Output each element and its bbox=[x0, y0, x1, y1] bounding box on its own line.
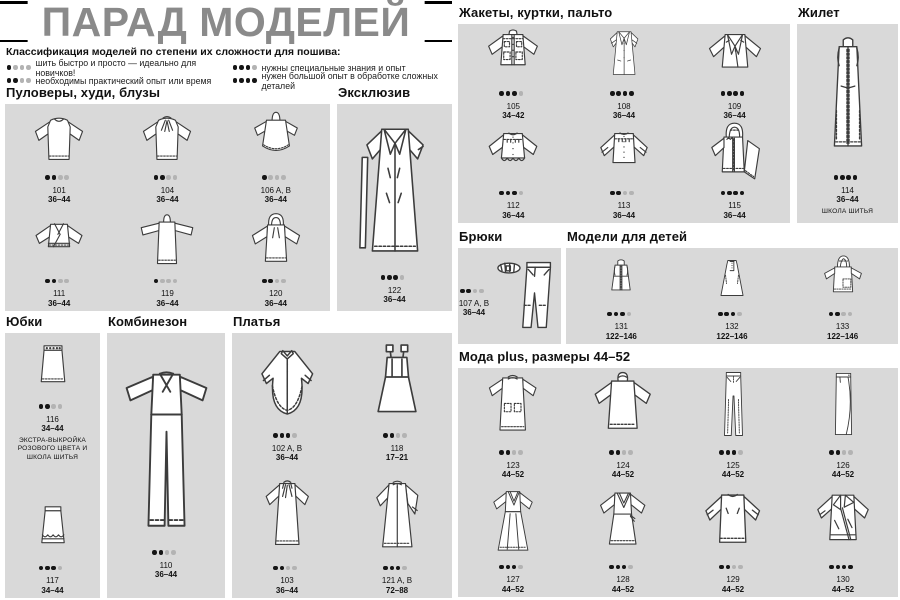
section-dresses bbox=[232, 314, 452, 598]
size-range: 34–44 bbox=[41, 424, 64, 434]
section-title-kids: Модели для детей bbox=[567, 229, 688, 244]
size-range: 36–44 bbox=[264, 298, 287, 308]
difficulty-dots bbox=[151, 550, 177, 555]
model-number: 103 bbox=[280, 576, 294, 586]
size-range: 36–44 bbox=[502, 210, 525, 220]
size-range: 36–44 bbox=[48, 298, 71, 308]
size-range: 122–146 bbox=[827, 331, 859, 341]
model-label bbox=[499, 182, 529, 220]
section-panel bbox=[232, 333, 452, 598]
tie-neck-dress-figure bbox=[258, 473, 317, 555]
model-item-126 bbox=[788, 368, 898, 483]
section-title-pullovers: Пуловеры, худи, блузы bbox=[6, 85, 161, 100]
size-range: 34–44 bbox=[41, 585, 64, 595]
size-range: 36–44 bbox=[723, 210, 746, 220]
model-item-110 bbox=[107, 333, 225, 598]
difficulty-dots bbox=[459, 289, 485, 294]
model-number: 123 bbox=[506, 460, 520, 470]
size-range: 36–44 bbox=[275, 585, 299, 595]
size-range: 36–44 bbox=[48, 195, 71, 205]
size-range: 36–44 bbox=[264, 195, 287, 205]
model-item-125 bbox=[678, 368, 788, 483]
section-pullovers bbox=[5, 85, 330, 311]
model-number: 120 bbox=[269, 289, 283, 299]
model-item-107-A-B bbox=[458, 248, 561, 344]
model-number: 108 bbox=[617, 101, 631, 111]
model-number: 110 bbox=[159, 560, 173, 570]
size-range: 122–146 bbox=[716, 331, 748, 341]
difficulty-dots bbox=[499, 91, 525, 96]
model-number: 105 bbox=[506, 101, 520, 111]
model-label bbox=[38, 557, 68, 595]
difficulty-dots bbox=[380, 275, 406, 280]
model-number: 117 bbox=[46, 576, 59, 586]
model-number: 109 bbox=[727, 101, 742, 111]
section-panel bbox=[337, 104, 452, 311]
size-range: 36–44 bbox=[836, 195, 859, 205]
size-range: 36–44 bbox=[462, 308, 486, 318]
model-label bbox=[151, 542, 181, 580]
difficulty-dots bbox=[717, 312, 743, 317]
size-range: 34–42 bbox=[502, 111, 525, 121]
model-number: 104 bbox=[160, 185, 175, 195]
legend-entry-1 bbox=[6, 57, 232, 78]
model-item-132 bbox=[677, 248, 788, 344]
section-title-skirts: Юбки bbox=[6, 314, 43, 329]
model-number: 124 bbox=[616, 460, 630, 470]
model-item-101 bbox=[5, 104, 113, 208]
wrap-skirt-figure bbox=[821, 368, 866, 440]
model-label bbox=[44, 270, 74, 308]
section-skirts bbox=[5, 314, 100, 598]
difficulty-dots bbox=[499, 191, 525, 196]
biker-jacket-figure bbox=[813, 482, 873, 554]
size-range: 36–44 bbox=[156, 195, 179, 205]
difficulty-dots bbox=[828, 565, 854, 570]
difficulty-dots bbox=[498, 450, 524, 455]
slim-pants-figure bbox=[711, 368, 756, 440]
model-label bbox=[44, 167, 74, 205]
model-item-129 bbox=[678, 483, 788, 598]
difficulty-dots bbox=[608, 565, 634, 570]
shirt-dress-figure bbox=[250, 341, 325, 423]
model-number: 133 bbox=[835, 322, 850, 332]
model-label bbox=[720, 182, 750, 220]
model-item-117 bbox=[5, 466, 100, 599]
difficulty-legend bbox=[6, 57, 452, 91]
difficulty-dots bbox=[833, 175, 859, 180]
model-item-131 bbox=[566, 248, 677, 344]
trench-coat-figure bbox=[356, 109, 434, 265]
model-number: 130 bbox=[836, 575, 850, 585]
section-title-trousers: Брюки bbox=[459, 229, 503, 244]
difficulty-dots bbox=[498, 565, 524, 570]
difficulty-dots bbox=[272, 566, 298, 571]
model-label bbox=[272, 425, 302, 463]
model-number: 125 bbox=[726, 460, 740, 470]
size-range: 122–146 bbox=[605, 331, 637, 341]
model-label bbox=[382, 425, 412, 463]
straight-skirt-figure bbox=[25, 338, 81, 394]
model-number: 116 bbox=[46, 414, 59, 424]
section-trousers bbox=[458, 229, 561, 344]
difficulty-dots bbox=[720, 191, 746, 196]
size-range: 36–44 bbox=[612, 111, 636, 121]
section-title-dresses: Платья bbox=[233, 314, 281, 329]
difficulty-dots bbox=[261, 175, 287, 180]
pocket-tunic-figure bbox=[485, 368, 540, 440]
size-range: 44–52 bbox=[501, 584, 525, 594]
legend-label: необходимы практический опыт или время bbox=[35, 75, 212, 86]
model-item-104 bbox=[113, 104, 221, 208]
legend-label: нужны специальные знания и опыт bbox=[261, 62, 406, 73]
size-range: 36–44 bbox=[383, 294, 406, 304]
model-label bbox=[718, 442, 748, 480]
section-title-jackets: Жакеты, куртки, пальто bbox=[459, 5, 613, 20]
section-jackets bbox=[458, 5, 790, 223]
wrap-cardigan-figure bbox=[31, 212, 87, 268]
difficulty-dots bbox=[382, 433, 408, 438]
model-item-103 bbox=[232, 466, 342, 599]
model-item-120 bbox=[222, 208, 330, 312]
section-panel bbox=[5, 104, 330, 311]
utility-jacket-figure bbox=[484, 23, 542, 81]
model-number: 119 bbox=[161, 289, 174, 299]
section-vest bbox=[797, 5, 898, 223]
difficulty-dots bbox=[153, 279, 179, 284]
model-item-105 bbox=[458, 24, 569, 124]
difficulty-dots bbox=[232, 78, 258, 83]
model-label bbox=[382, 557, 412, 595]
model-label bbox=[828, 556, 858, 594]
section-panel bbox=[107, 333, 225, 598]
model-label bbox=[803, 167, 893, 216]
model-item-122 bbox=[337, 104, 452, 311]
section-title-vest: Жилет bbox=[798, 5, 840, 20]
model-label bbox=[608, 556, 638, 594]
model-item-115 bbox=[679, 124, 790, 224]
kids-vest-figure bbox=[598, 255, 644, 301]
difficulty-dots bbox=[720, 91, 746, 96]
model-number: 113 bbox=[617, 201, 631, 211]
page-title: ПАРАД МОДЕЛЕЙ bbox=[28, 0, 425, 44]
scallop-blouse-figure bbox=[484, 122, 542, 180]
model-item-121-A-B bbox=[342, 466, 452, 599]
difficulty-dots bbox=[44, 175, 70, 180]
size-range: 44–52 bbox=[721, 470, 745, 480]
model-item-130 bbox=[788, 483, 898, 598]
classification-heading: Классификация моделей по степени их сложности для пошива: bbox=[6, 46, 341, 58]
size-range: 44–52 bbox=[501, 470, 525, 480]
legend-label: нужен большой опыт в обработке сложных деталей bbox=[261, 70, 438, 91]
yoke-blouse-figure bbox=[595, 122, 653, 180]
difficulty-dots bbox=[272, 433, 298, 438]
wrap-dress-figure bbox=[489, 482, 537, 554]
wrap-blouse-figure bbox=[595, 482, 650, 554]
difficulty-classification bbox=[6, 46, 452, 91]
model-number: 127 bbox=[506, 575, 520, 585]
model-note: ЭКСТРА-ВЫКРОЙКА РОЗОВОГО ЦВЕТА И ШКОЛА ШИТЬЯ bbox=[17, 436, 88, 461]
size-range: 36–44 bbox=[154, 569, 178, 579]
belt-and-pants-figure bbox=[491, 257, 560, 333]
model-item-109 bbox=[679, 24, 790, 124]
model-number: 101 bbox=[52, 185, 66, 195]
difficulty-dots bbox=[38, 566, 64, 571]
model-item-124 bbox=[568, 368, 678, 483]
blouse-figure bbox=[700, 482, 765, 554]
blazer-figure bbox=[706, 23, 764, 81]
coat-figure bbox=[606, 23, 642, 81]
difficulty-dots bbox=[718, 565, 744, 570]
model-item-128 bbox=[568, 483, 678, 598]
model-label bbox=[718, 556, 748, 594]
jumpsuit-figure bbox=[119, 350, 214, 540]
model-label bbox=[606, 303, 637, 341]
model-number: 111 bbox=[53, 289, 66, 299]
model-number: 121 A, B bbox=[381, 576, 413, 586]
size-range: 44–52 bbox=[721, 584, 745, 594]
size-range: 17–21 bbox=[385, 453, 409, 463]
model-number: 102 A, B bbox=[271, 443, 303, 453]
model-number: 114 bbox=[841, 185, 854, 195]
long-vest-figure bbox=[814, 29, 882, 165]
size-range: 44–52 bbox=[831, 470, 855, 480]
model-label bbox=[380, 267, 410, 305]
legend-label: шить быстро и просто — идеально для новичков! bbox=[35, 57, 197, 78]
difficulty-dots bbox=[828, 312, 854, 317]
difficulty-dots bbox=[382, 566, 408, 571]
difficulty-dots bbox=[608, 450, 634, 455]
model-label bbox=[272, 557, 302, 595]
size-range: 36–44 bbox=[723, 111, 746, 121]
turtleneck-pullover-figure bbox=[139, 212, 195, 268]
section-exclusive bbox=[337, 85, 452, 311]
model-label bbox=[499, 83, 529, 121]
section-title-exclusive: Эксклюзив bbox=[338, 85, 411, 100]
zip-dress-figure bbox=[368, 473, 427, 555]
model-label bbox=[828, 442, 858, 480]
size-range: 72–88 bbox=[385, 585, 409, 595]
model-label bbox=[827, 303, 858, 341]
model-number: 128 bbox=[616, 575, 630, 585]
model-item-118 bbox=[342, 333, 452, 466]
section-panel bbox=[5, 333, 100, 598]
model-item-112 bbox=[458, 124, 569, 224]
difficulty-dots bbox=[828, 450, 854, 455]
model-item-102-A-B bbox=[232, 333, 342, 466]
turtleneck-top-figure bbox=[590, 368, 655, 440]
section-kids bbox=[566, 229, 898, 344]
difficulty-dots bbox=[38, 404, 64, 409]
pullover-figure bbox=[31, 109, 87, 165]
model-label bbox=[609, 83, 639, 121]
model-item-111 bbox=[5, 208, 113, 312]
size-range: 36–44 bbox=[156, 298, 179, 308]
section-panel bbox=[458, 368, 898, 597]
difficulty-dots bbox=[609, 91, 635, 96]
model-item-127 bbox=[458, 483, 568, 598]
difficulty-dots bbox=[232, 65, 258, 70]
difficulty-dots bbox=[261, 279, 287, 284]
pinafore-dress-figure bbox=[356, 341, 438, 423]
section-panel bbox=[458, 24, 790, 223]
model-note: ШКОЛА ШИТЬЯ bbox=[821, 207, 874, 215]
tie-neck-blouse-figure bbox=[139, 109, 195, 165]
model-label bbox=[608, 442, 638, 480]
model-label bbox=[8, 396, 98, 462]
model-number: 131 bbox=[614, 322, 628, 332]
model-item-108 bbox=[569, 24, 680, 124]
hooded-parka-figure bbox=[706, 122, 764, 180]
model-label bbox=[261, 270, 291, 308]
section-panel bbox=[566, 248, 898, 344]
model-number: 118 bbox=[390, 443, 404, 453]
model-item-123 bbox=[458, 368, 568, 483]
section-title-jumpsuit: Комбинезон bbox=[108, 314, 188, 329]
section-title-plus: Мода plus, размеры 44–52 bbox=[459, 349, 631, 364]
size-range: 44–52 bbox=[831, 584, 855, 594]
size-range: 44–52 bbox=[611, 470, 635, 480]
model-label bbox=[720, 83, 750, 121]
model-number: 122 bbox=[387, 285, 402, 295]
model-label bbox=[459, 280, 489, 318]
model-label bbox=[153, 167, 183, 205]
section-panel bbox=[797, 24, 898, 223]
difficulty-dots bbox=[6, 78, 32, 83]
model-label bbox=[261, 167, 291, 205]
model-item-119 bbox=[113, 208, 221, 312]
difficulty-dots bbox=[44, 279, 70, 284]
funnel-neck-top-figure bbox=[248, 109, 304, 165]
model-item-114 bbox=[797, 24, 898, 223]
model-number: 115 bbox=[728, 201, 741, 211]
model-number: 107 A, B bbox=[458, 299, 490, 308]
section-panel bbox=[458, 248, 561, 344]
model-item-113 bbox=[569, 124, 680, 224]
difficulty-dots bbox=[607, 312, 633, 317]
model-label bbox=[716, 303, 747, 341]
size-range: 44–52 bbox=[611, 584, 635, 594]
section-jumpsuit bbox=[107, 314, 225, 598]
model-label bbox=[498, 442, 528, 480]
difficulty-dots bbox=[609, 191, 635, 196]
model-label bbox=[498, 556, 528, 594]
size-range: 36–44 bbox=[275, 453, 299, 463]
model-number: 126 bbox=[836, 460, 850, 470]
difficulty-dots bbox=[6, 65, 32, 70]
size-range: 36–44 bbox=[612, 210, 636, 220]
section-plus bbox=[458, 349, 898, 597]
model-number: 129 bbox=[726, 575, 740, 585]
kids-dress-figure bbox=[709, 255, 755, 301]
difficulty-dots bbox=[718, 450, 744, 455]
model-label bbox=[153, 270, 183, 308]
model-number: 112 bbox=[506, 201, 520, 211]
model-item-116 bbox=[5, 333, 100, 466]
hoodie-figure bbox=[248, 212, 304, 268]
model-label bbox=[609, 182, 639, 220]
model-item-106-A-B bbox=[222, 104, 330, 208]
scallop-skirt-figure bbox=[25, 499, 81, 555]
model-item-133 bbox=[787, 248, 898, 344]
model-number: 132 bbox=[725, 322, 739, 332]
difficulty-dots bbox=[153, 175, 179, 180]
model-number: 106 A, B bbox=[260, 185, 291, 195]
kids-hoodie-figure bbox=[820, 255, 866, 301]
